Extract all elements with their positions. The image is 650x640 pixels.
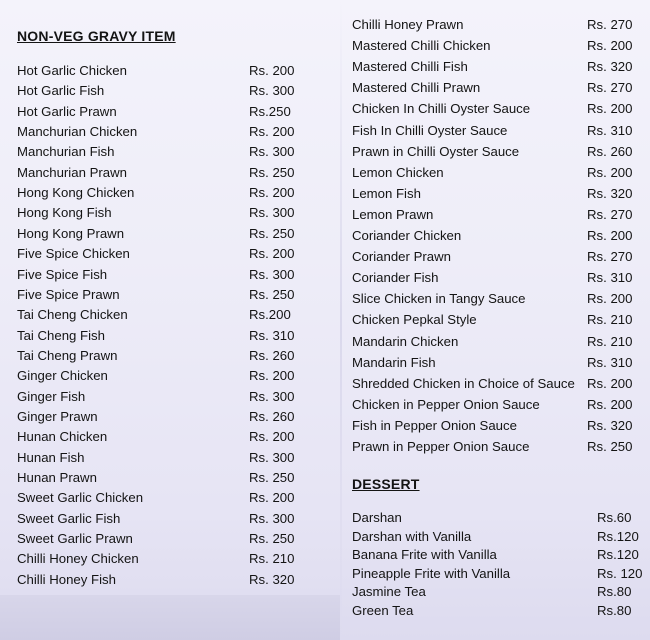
menu-item-price: Rs. 200 — [249, 246, 295, 262]
menu-item-price: Rs. 320 — [249, 571, 295, 587]
menu-item-price: Rs. 250 — [249, 470, 295, 485]
menu-item-name: Hot Garlic Chicken — [17, 63, 127, 78]
menu-item-price: Rs. 250 — [249, 286, 295, 302]
menu-item — [17, 570, 317, 590]
menu-item-name: Fish In Chilli Oyster Sauce — [352, 122, 508, 138]
menu-item-name: Banana Frite with Vanilla — [352, 547, 497, 562]
menu-item — [352, 163, 642, 183]
menu-item-price: Rs. 270 — [587, 206, 633, 222]
paper-shadow — [0, 595, 340, 640]
section-title-nonveg: NON-VEG GRAVY ITEM — [17, 28, 176, 44]
menu-item-price: Rs. 310 — [587, 270, 633, 286]
menu-item — [352, 545, 642, 565]
menu-item-price: Rs. 210 — [587, 312, 633, 328]
menu-item-name: Manchurian Chicken — [17, 124, 138, 140]
menu-item-name: Slice Chicken in Tangy Sauce — [352, 291, 526, 307]
menu-item-price: Rs. 260 — [587, 143, 633, 159]
menu-item-price: Rs. 200 — [249, 185, 295, 201]
menu-item — [17, 387, 317, 407]
menu-item-name: Sweet Garlic Chicken — [17, 490, 144, 506]
menu-item-price: Rs. 200 — [587, 101, 633, 117]
menu-item — [352, 310, 642, 330]
menu-item-name: Five Spice Prawn — [17, 286, 120, 302]
menu-item-name: Manchurian Fish — [17, 144, 115, 160]
menu-item-name: Prawn in Chilli Oyster Sauce — [352, 143, 520, 159]
menu-item-price: Rs.250 — [249, 103, 291, 119]
menu-item-name: Sweet Garlic Fish — [17, 510, 121, 526]
menu-item — [17, 81, 317, 101]
menu-item-price: Rs. 310 — [587, 354, 633, 370]
menu-item — [352, 508, 642, 528]
menu-item — [352, 78, 642, 98]
menu-item-price: Rs. 200 — [249, 368, 295, 384]
menu-item-name: Chilli Honey Prawn — [352, 17, 464, 32]
menu-item-name: Green Tea — [352, 602, 414, 618]
menu-item-name: Lemon Fish — [352, 185, 421, 201]
menu-item-name: Mastered Chilli Chicken — [352, 38, 491, 54]
menu-item — [17, 448, 317, 468]
menu-item-price: Rs. 210 — [587, 333, 633, 349]
menu-item-name: Pineapple Frite with Vanilla — [352, 565, 511, 581]
menu-item-name: Hong Kong Fish — [17, 205, 112, 221]
menu-item — [352, 205, 642, 225]
menu-item — [17, 142, 317, 162]
menu-item-price: Rs.80 — [597, 602, 632, 618]
menu-item — [352, 184, 642, 204]
menu-item-price: Rs. 200 — [587, 228, 633, 243]
menu-item — [352, 582, 642, 602]
menu-item-name: Lemon Chicken — [352, 164, 444, 180]
menu-item-price: Rs. 200 — [587, 38, 633, 54]
menu-item-price: Rs. 310 — [249, 327, 295, 343]
menu-item-price: Rs. 200 — [249, 490, 295, 506]
menu-item-price: Rs. 320 — [587, 59, 633, 75]
menu-item — [17, 468, 317, 488]
menu-item-name: Ginger Fish — [17, 388, 86, 404]
menu-item-name: Mandarin Chicken — [352, 333, 459, 349]
menu-item-price: Rs. 300 — [249, 205, 295, 221]
menu-item-price: Rs. 300 — [249, 388, 295, 404]
menu-item-name: Hong Kong Prawn — [17, 225, 125, 241]
menu-item — [17, 305, 317, 325]
menu-item — [352, 437, 642, 457]
menu-item — [17, 366, 317, 386]
menu-item — [352, 268, 642, 288]
menu-item-name: Chilli Honey Fish — [17, 571, 116, 587]
menu-item — [352, 226, 642, 246]
menu-item-name: Hunan Prawn — [17, 470, 97, 485]
menu-item — [17, 407, 317, 427]
menu-item-name: Hot Garlic Prawn — [17, 103, 117, 119]
menu-item-price: Rs. 260 — [249, 408, 295, 424]
menu-item-name: Coriander Prawn — [352, 249, 451, 265]
menu-item-name: Five Spice Fish — [17, 266, 108, 282]
menu-item — [17, 163, 317, 183]
menu-item-price: Rs. 300 — [249, 510, 295, 526]
section-title-dessert: DESSERT — [352, 476, 420, 492]
menu-item-price: Rs. 200 — [249, 124, 295, 140]
menu-item — [352, 416, 642, 436]
menu-item-price: Rs. 200 — [587, 164, 633, 180]
menu-item-price: Rs. 300 — [249, 144, 295, 160]
menu-item-name: Mandarin Fish — [352, 354, 436, 370]
menu-item — [352, 332, 642, 352]
menu-item-price: Rs.80 — [597, 584, 632, 599]
menu-item-name: Shredded Chicken in Choice of Sauce — [352, 375, 575, 391]
menu-item-price: Rs. 300 — [249, 266, 295, 282]
menu-item-price: Rs.200 — [249, 307, 291, 323]
menu-item — [352, 247, 642, 267]
menu-item-price: Rs.60 — [597, 510, 632, 525]
menu-item — [17, 183, 317, 203]
menu-item-price: Rs. 200 — [249, 63, 295, 78]
menu-item-price: Rs. 320 — [587, 185, 633, 201]
menu-item-price: Rs.120 — [597, 528, 639, 544]
menu-item — [352, 99, 642, 119]
menu-item — [352, 142, 642, 162]
menu-item-name: Fish in Pepper Onion Sauce — [352, 417, 517, 433]
menu-item — [352, 601, 642, 621]
menu-item — [352, 57, 642, 77]
menu-item-price: Rs. 270 — [587, 17, 633, 32]
menu-item-name: Hong Kong Chicken — [17, 185, 135, 201]
menu-item-price: Rs. 250 — [249, 164, 295, 180]
menu-item-name: Prawn in Pepper Onion Sauce — [352, 439, 530, 454]
menu-item-price: Rs. 120 — [597, 565, 643, 581]
menu-item-name: Coriander Fish — [352, 270, 439, 286]
menu-item — [17, 203, 317, 223]
menu-item-name: Chicken in Pepper Onion Sauce — [352, 396, 540, 412]
menu-item — [352, 289, 642, 309]
menu-item — [352, 15, 642, 35]
menu-item-price: Rs. 300 — [249, 83, 295, 99]
menu-item — [352, 121, 642, 141]
menu-item — [17, 326, 317, 346]
menu-item-name: Hunan Fish — [17, 449, 85, 465]
menu-item-name: Darshan with Vanilla — [352, 528, 472, 544]
menu-item — [352, 564, 642, 584]
menu-item-name: Lemon Prawn — [352, 206, 434, 222]
menu-item-price: Rs. 200 — [587, 375, 633, 391]
menu-item-price: Rs. 310 — [587, 122, 633, 138]
menu-item — [17, 488, 317, 508]
menu-item — [17, 285, 317, 305]
menu-item-name: Hunan Chicken — [17, 429, 108, 445]
menu-item — [17, 224, 317, 244]
menu-item — [17, 509, 317, 529]
menu-item-price: Rs. 200 — [587, 291, 633, 307]
menu-item-name: Chicken In Chilli Oyster Sauce — [352, 101, 531, 117]
menu-item-price: Rs. 210 — [249, 551, 295, 567]
menu-item-name: Sweet Garlic Prawn — [17, 531, 133, 547]
menu-item-name: Five Spice Chicken — [17, 246, 130, 262]
menu-item-name: Mastered Chilli Prawn — [352, 80, 481, 96]
menu-item-name: Chilli Honey Chicken — [17, 551, 139, 567]
menu-item-name: Tai Cheng Prawn — [17, 347, 118, 363]
menu-item — [17, 265, 317, 285]
menu-item-price: Rs.120 — [597, 547, 639, 562]
menu-item — [17, 244, 317, 264]
menu-item-price: Rs. 250 — [587, 439, 633, 454]
menu-item — [17, 122, 317, 142]
paper-fold — [340, 0, 342, 640]
menu-item-name: Coriander Chicken — [352, 228, 462, 243]
menu-item-price: Rs. 300 — [249, 449, 295, 465]
menu-item — [17, 346, 317, 366]
menu-item — [352, 374, 642, 394]
menu-item-name: Tai Cheng Fish — [17, 327, 105, 343]
menu-item-price: Rs. 320 — [587, 417, 633, 433]
menu-item-price: Rs. 250 — [249, 531, 295, 547]
menu-item-name: Hot Garlic Fish — [17, 83, 105, 99]
menu-item-name: Ginger Prawn — [17, 408, 98, 424]
menu-item-price: Rs. 200 — [587, 396, 633, 412]
menu-item-price: Rs. 270 — [587, 249, 633, 265]
menu-item-name: Mastered Chilli Fish — [352, 59, 468, 75]
menu-item-name: Tai Cheng Chicken — [17, 307, 128, 323]
menu-item-name: Ginger Chicken — [17, 368, 108, 384]
menu-item — [17, 102, 317, 122]
menu-item-name: Jasmine Tea — [352, 584, 426, 599]
menu-item-price: Rs. 200 — [249, 429, 295, 445]
menu-item — [17, 61, 317, 81]
menu-item — [17, 529, 317, 549]
menu-item-price: Rs. 260 — [249, 347, 295, 363]
menu-item — [352, 527, 642, 547]
menu-item-name: Chicken Pepkal Style — [352, 312, 477, 328]
menu-item — [17, 427, 317, 447]
menu-item — [352, 353, 642, 373]
menu-item — [352, 36, 642, 56]
menu-item-price: Rs. 270 — [587, 80, 633, 96]
menu-item — [17, 549, 317, 569]
menu-item-name: Manchurian Prawn — [17, 164, 127, 180]
menu-item-name: Darshan — [352, 510, 402, 525]
menu-item-price: Rs. 250 — [249, 225, 295, 241]
menu-item — [352, 395, 642, 415]
